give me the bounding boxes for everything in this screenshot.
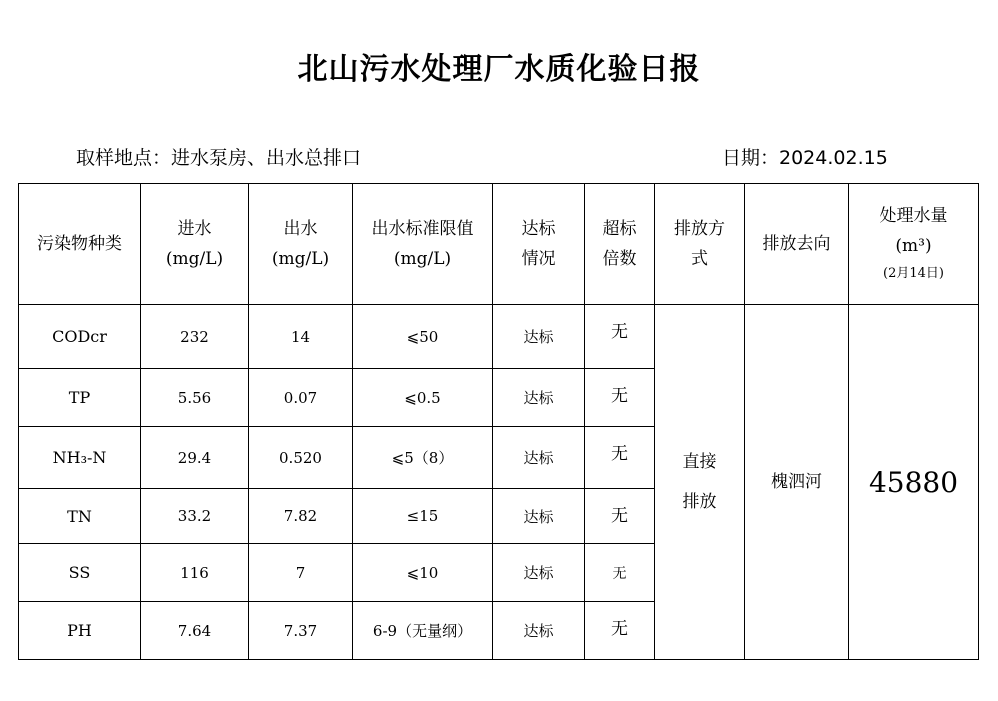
- outflow-cell: 7: [249, 544, 353, 602]
- inflow-cell: 232: [141, 305, 249, 369]
- table-row: [19, 305, 979, 369]
- compliance-cell: 达标: [493, 489, 585, 544]
- limit-cell: ⩽5（8）: [353, 427, 493, 489]
- destination-cell: 槐泗河: [745, 305, 849, 660]
- header-outflow: 出水 (mg/L): [249, 184, 353, 305]
- header-volume: 处理水量 (m³) (2月14日): [849, 184, 979, 305]
- compliance-cell: 达标: [493, 544, 585, 602]
- header-destination: 排放去向: [745, 184, 849, 305]
- outflow-cell: 14: [249, 305, 353, 369]
- exceed-cell: 无: [585, 305, 655, 369]
- inflow-cell: 29.4: [141, 427, 249, 489]
- exceed-cell: 无: [585, 602, 655, 660]
- pollutant-cell: CODcr: [19, 305, 141, 369]
- inflow-cell: 33.2: [141, 489, 249, 544]
- header-inflow: 进水 (mg/L): [141, 184, 249, 305]
- limit-cell: 6-9（无量纲）: [353, 602, 493, 660]
- pollutant-cell: TP: [19, 369, 141, 427]
- pollutant-cell: SS: [19, 544, 141, 602]
- outflow-cell: 0.07: [249, 369, 353, 427]
- pollutant-cell: NH₃-N: [19, 427, 141, 489]
- volume-cell: 45880: [849, 305, 979, 660]
- header-limit: 出水标准限值 (mg/L): [353, 184, 493, 305]
- compliance-cell: 达标: [493, 427, 585, 489]
- exceed-cell: 无: [585, 544, 655, 602]
- sampling-location: 取样地点：进水泵房、出水总排口: [76, 147, 362, 169]
- water-quality-table: [18, 183, 979, 660]
- compliance-cell: 达标: [493, 602, 585, 660]
- exceed-cell: 无: [585, 427, 655, 489]
- exceed-cell: 无: [585, 489, 655, 544]
- outflow-cell: 7.37: [249, 602, 353, 660]
- limit-cell: ⩽50: [353, 305, 493, 369]
- compliance-cell: 达标: [493, 305, 585, 369]
- limit-cell: ≤15: [353, 489, 493, 544]
- limit-cell: ⩽10: [353, 544, 493, 602]
- inflow-cell: 5.56: [141, 369, 249, 427]
- outflow-cell: 0.520: [249, 427, 353, 489]
- inflow-cell: 116: [141, 544, 249, 602]
- header-compliance: 达标 情况: [493, 184, 585, 305]
- discharge-method-cell: 直接 排放: [655, 305, 745, 660]
- header-exceed-factor: 超标 倍数: [585, 184, 655, 305]
- inflow-cell: 7.64: [141, 602, 249, 660]
- report-date: 日期：2024.02.15: [722, 147, 888, 169]
- outflow-cell: 7.82: [249, 489, 353, 544]
- header-discharge-method: 排放方 式: [655, 184, 745, 305]
- pollutant-cell: PH: [19, 602, 141, 660]
- pollutant-cell: TN: [19, 489, 141, 544]
- limit-cell: ⩽0.5: [353, 369, 493, 427]
- exceed-cell: 无: [585, 369, 655, 427]
- header-row: [19, 184, 979, 305]
- report-title: 北山污水处理厂水质化验日报: [297, 52, 701, 87]
- compliance-cell: 达标: [493, 369, 585, 427]
- header-pollutant: 污染物种类: [19, 184, 141, 305]
